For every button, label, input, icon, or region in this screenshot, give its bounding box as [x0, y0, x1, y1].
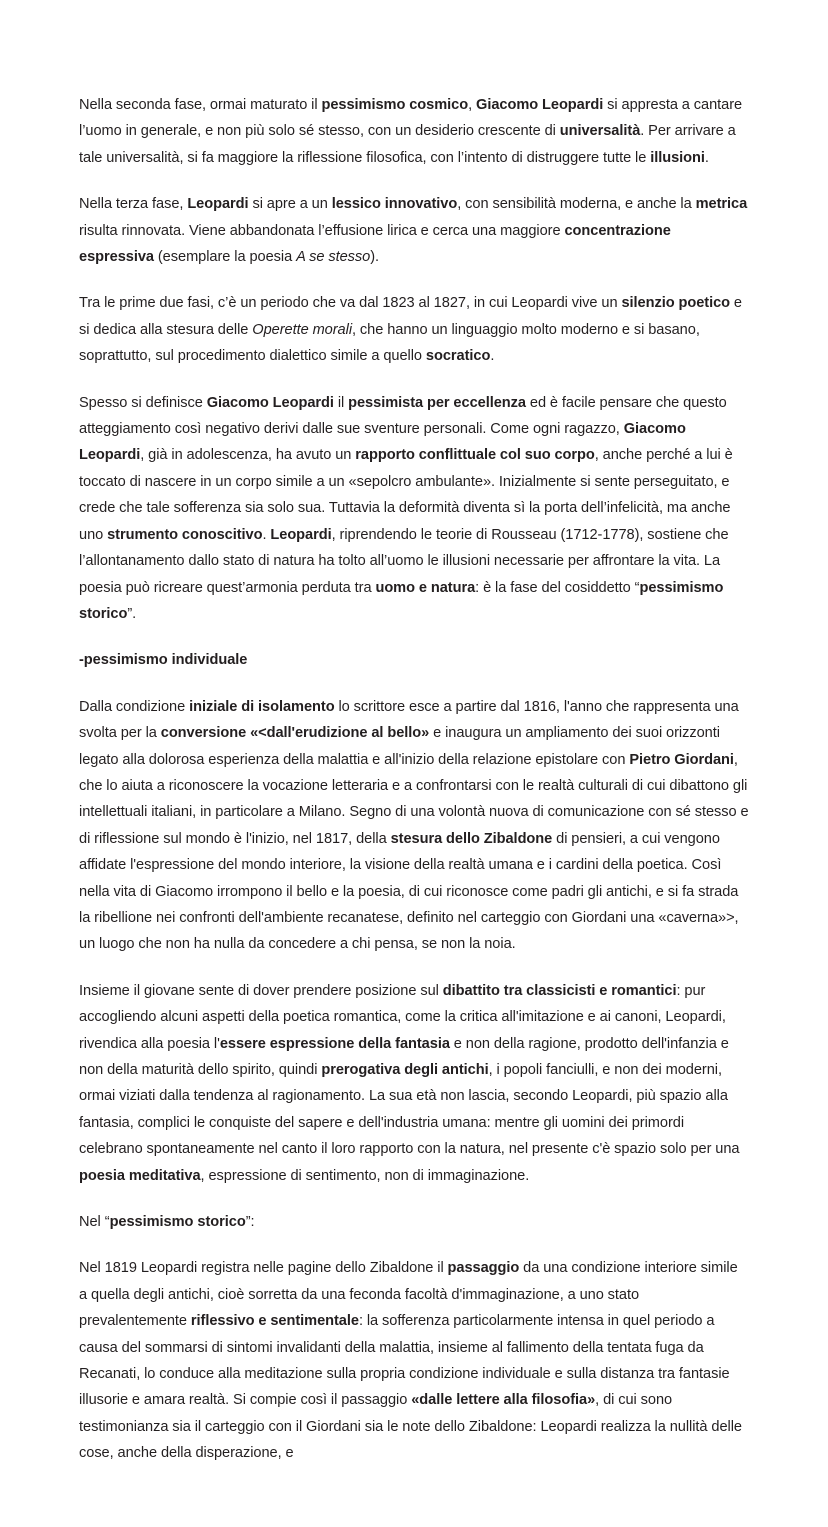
document-text-body [79, 92, 749, 1467]
paragraph-dibattito-classicisti-romantici: Insieme il giovane sente di dover prendere posizione sul dibattito tra classicisti e romantici: pur accogliendo alcuni aspetti della poetica romantica, come la critica all'imitazione e ai canoni, Leopardi, rivendica alla poesia l'essere espressione della fantasia e non della ragione, prodotto dell'infanzia e non della maturità dello spirito, quindi prerogativa degli antichi, i popoli fanciulli, e non dei moderni, ormai viziati dalla tendenza al ragionamento. La sua età non lascia, secondo Leopardi, più spazio alla fantasia, complici le conquiste del sapere e dell'industria umana: mentre gli uomini dei primordi celebrano spontaneamente nel canto il loro rapporto con la natura, nel presente c'è spazio solo per una poesia meditativa, espressione di sentimento, non di immaginazione. [79, 982, 740, 1184]
paragraph-terza-fase: Nella terza fase, Leopardi si apre a un lessico innovativo, con sensibilità moderna, e anche la metrica risulta rinnovata. Viene abbandonata l’effusione lirica e cerca una maggiore concentrazione espressiva (esemplare la poesia A se stesso). [79, 196, 748, 266]
paragraph-1819-zibaldone-passaggio: Nel 1819 Leopardi registra nelle pagine dello Zibaldone il passaggio da una condizione interiore simile a quella degli antichi, cioè sorretta da una feconda facoltà d'immaginazione, a uno stato prevalentemente riflessivo e sentimentale: la sofferenza particolarmente intensa in quel periodo a causa del sommarsi di sintomi invalidanti della malattia, insieme al fallimento della tentata fuga da Recanati, lo conduce alla meditazione sulla propria condizione individuale e sulla distanza tra fantasie illusorie e amara realtà. Si compie così il passaggio «dalle lettere alla filosofia», di cui sono testimonianza sia il carteggio con il Giordani sia le note dello Zibaldone: Leopardi realizza la nullità delle cose, anche della disperazione, e [79, 1260, 742, 1462]
heading-pessimismo-individuale: -pessimismo individuale [79, 652, 248, 669]
paragraph-seconda-fase: Nella seconda fase, ormai maturato il pessimismo cosmico, Giacomo Leopardi si appresta a cantare l’uomo in generale, e non più solo sé stesso, con un desiderio crescente di universalità. Per arrivare a tale universalità, si fa maggiore la riflessione filosofica, con l’intento di distruggere tutte le illusioni. [79, 97, 743, 166]
paragraph-iniziale-di-isolamento: Dalla condizione iniziale di isolamento lo scrittore esce a partire dal 1816, l'anno che rappresenta una svolta per la conversione «<dall'erudizione al bello» e inaugura un ampliamento dei suoi orizzonti legato alla dolorosa esperienza della malattia e all'inizio della relazione epistolare con Pietro Giordani, che lo aiuta a riconoscere la vocazione letteraria e a confrontarsi con le realtà culturali di cui dibattono gli intellettuali italiani, in particolare a Milano. Segno di una volontà nuova di comunicazione con sé stesso e di riflessione sul mondo è l'inizio, nel 1817, della stesura dello Zibaldone di pensieri, a cui vengono affidate l'espressione del mondo interiore, la visione della realtà umana e i cardini della poetica. Così nella vita di Giacomo irrompono il bello e la poesia, di cui riconosce come padri gli antichi, e si fa strada la ribellione nei confronti dell'ambiente recanatese, definito nel carteggio con Giordani una «caverna»>, un luogo che non ha nulla da concedere a chi pensa, se non la noia. [79, 698, 749, 953]
label-nel-pessimismo-storico: Nel “pessimismo storico”: [79, 1214, 255, 1231]
paragraph-silenzio-poetico: Tra le prime due fasi, c’è un periodo che va dal 1823 al 1827, in cui Leopardi vive un silenzio poetico e si dedica alla stesura delle Operette morali, che hanno un linguaggio molto moderno e si basano, soprattutto, sul procedimento dialettico simile a quello socratico. [79, 295, 742, 365]
paragraph-pessimista-per-eccellenza: Spesso si definisce Giacomo Leopardi il pessimista per eccellenza ed è facile pensare che questo atteggiamento così negativo derivi dalle sue sventure personali. Come ogni ragazzo, Giacomo Leopardi, già in adolescenza, ha avuto un rapporto conflittuale col suo corpo, anche perché a lui è toccato di nascere in un corpo simile a un «sepolcro ambulante». Inizialmente si sente perseguitato, e crede che tale sofferenza sia solo sua. Tuttavia la deformità diventa sì la porta dell’infelicità, ma anche uno strumento conoscitivo. Leopardi, riprendendo le teorie di Rousseau (1712-1778), sostiene che l’allontanamento dallo stato di natura ha tolto all’uomo le illusioni necessarie per affrontare la vita. La poesia può ricreare quest’armonia perduta tra uomo e natura: è la fase del cosiddetto “pessimismo storico”. [79, 394, 733, 622]
